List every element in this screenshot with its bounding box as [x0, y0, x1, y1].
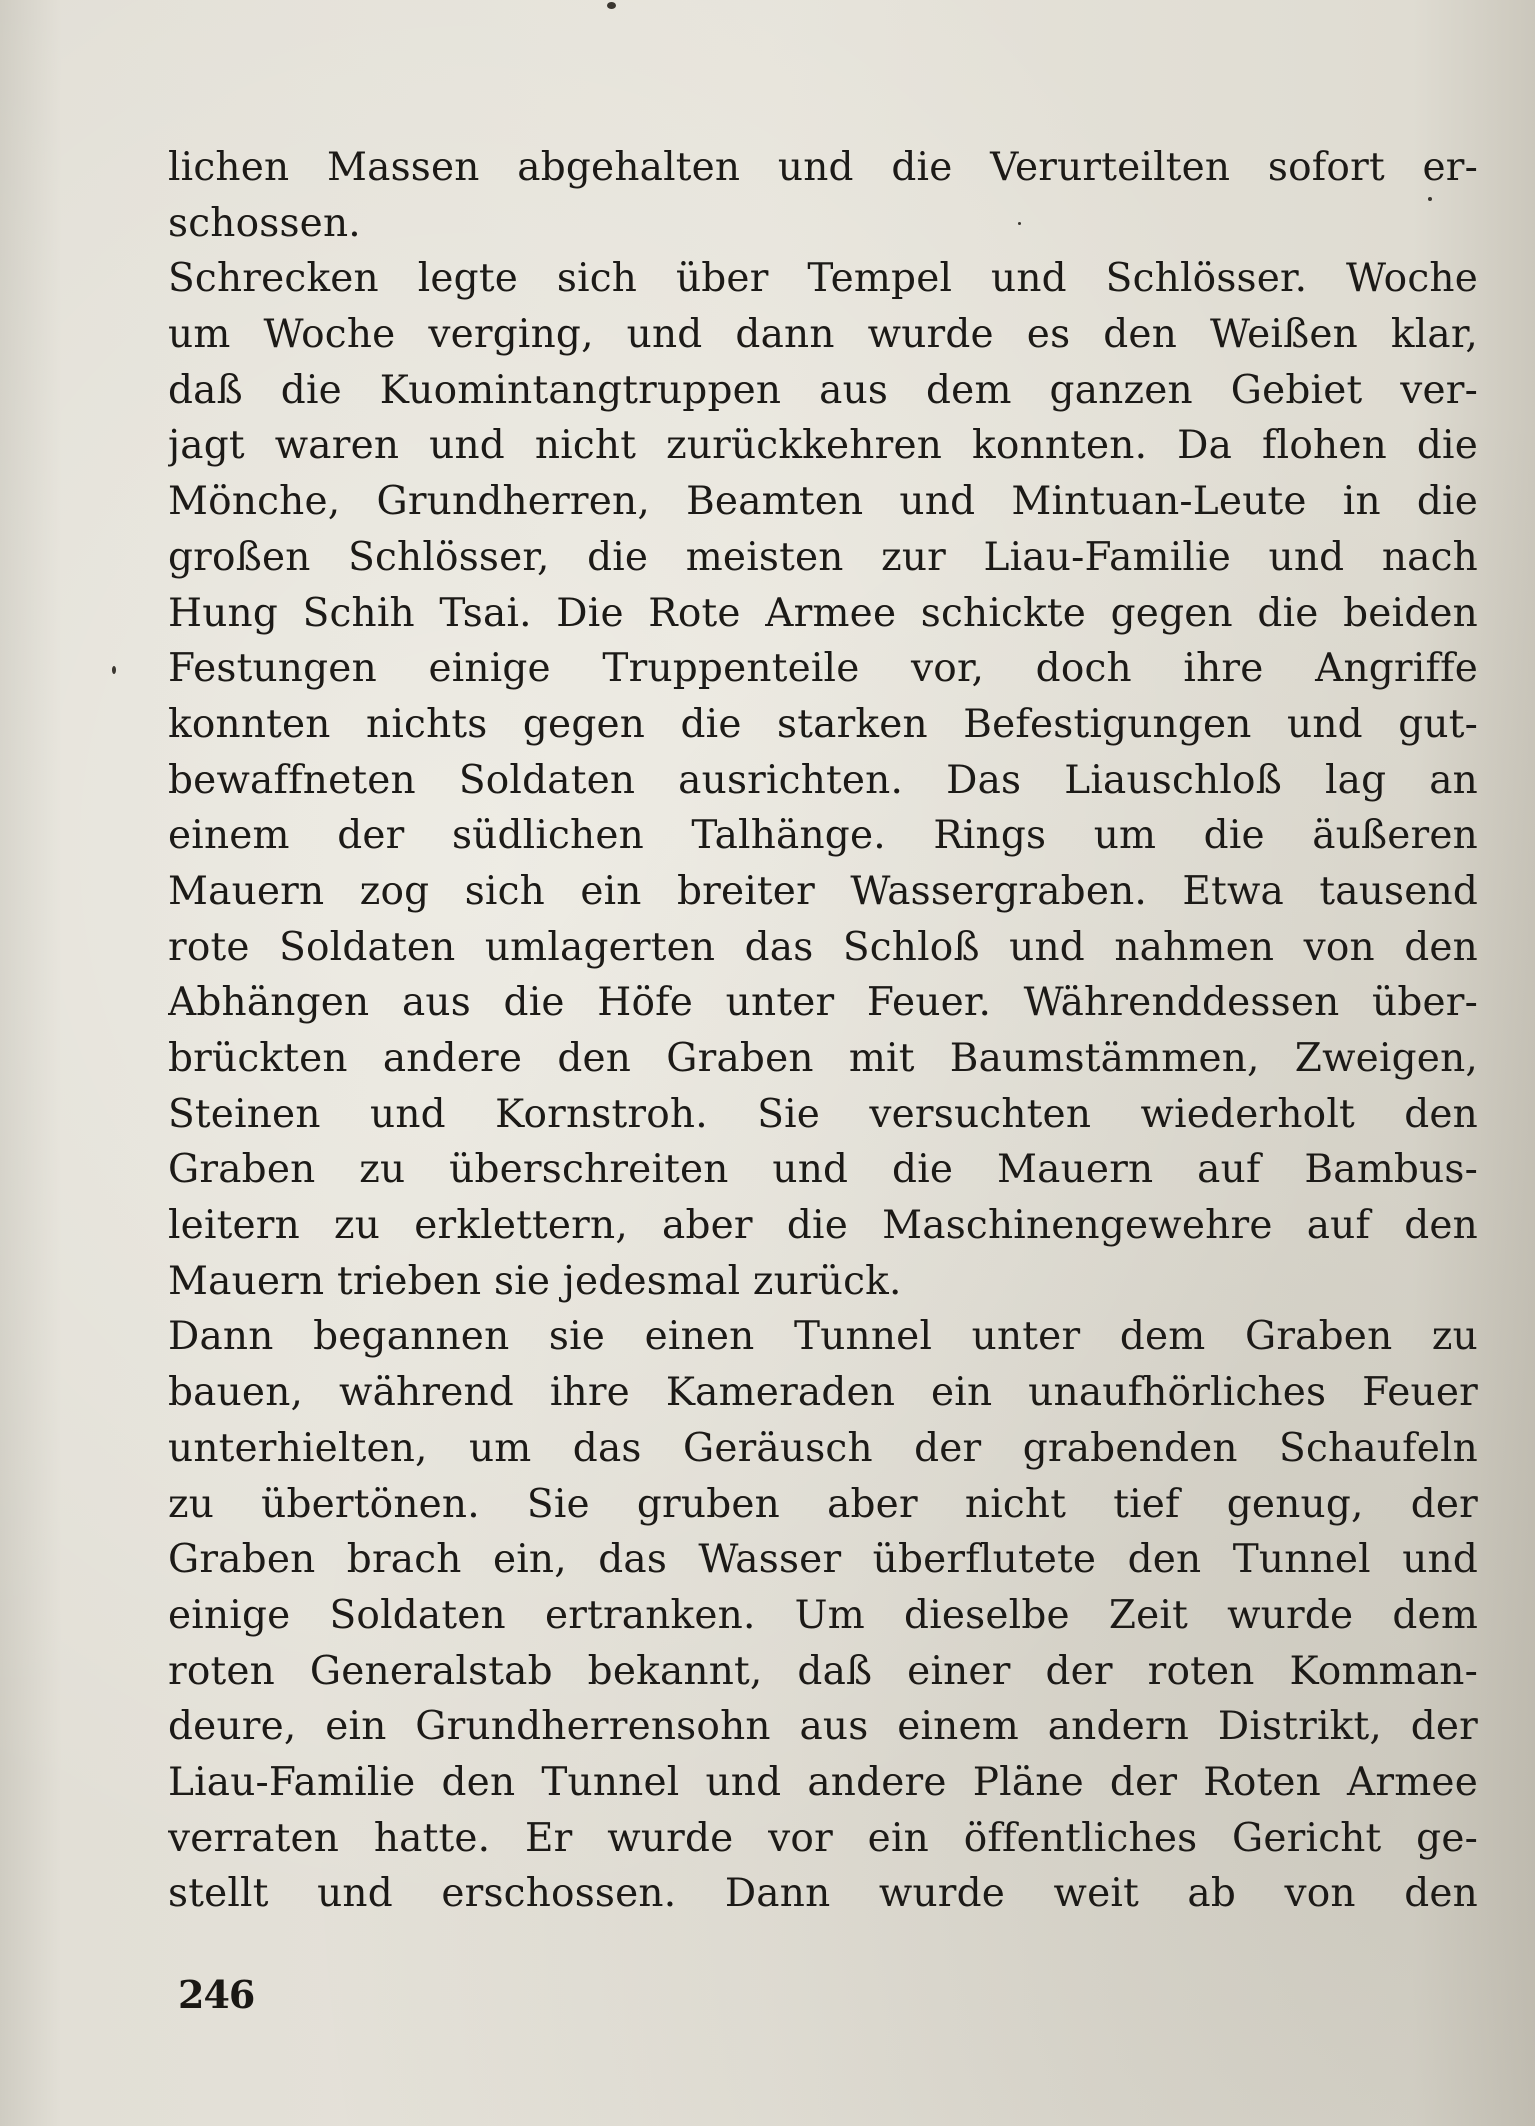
body-text: [168, 140, 1478, 1922]
text-line: zu übertönen. Sie gruben aber nicht tief genug, der: [168, 1481, 1478, 1527]
text-line: leitern zu erklettern, aber die Maschinengewehre auf den: [168, 1203, 1478, 1249]
text-line: Graben zu überschreiten und die Mauern auf Bambus-: [168, 1147, 1478, 1193]
text-line: unterhielten, um das Geräusch der grabenden Schaufeln: [168, 1425, 1478, 1471]
text-line: Schrecken legte sich über Tempel und Schlösser. Woche: [168, 256, 1478, 302]
text-line: stellt und erschossen. Dann wurde weit ab von den: [168, 1871, 1478, 1917]
text-line: Mauern zog sich ein breiter Wassergraben. Etwa tausend: [168, 868, 1478, 914]
text-line: Dann begannen sie einen Tunnel unter dem Graben zu: [168, 1314, 1478, 1360]
text-line: brückten andere den Graben mit Baumstämmen, Zweigen,: [168, 1036, 1478, 1081]
ink-speck: [607, 2, 616, 9]
text-line: schossen.: [168, 200, 361, 246]
text-line: Mönche, Grundherren, Beamten und Mintuan-Leute in die: [168, 479, 1478, 525]
page-number: 246: [178, 1972, 255, 2017]
text-line: rote Soldaten umlagerten das Schloß und nahmen von den: [168, 924, 1478, 970]
text-line: Liau-Familie den Tunnel und andere Pläne der Roten Armee: [168, 1759, 1478, 1805]
text-line: bewaffneten Soldaten ausrichten. Das Liauschloß lag an: [168, 757, 1478, 803]
text-line: Mauern trieben sie jedesmal zurück.: [168, 1258, 902, 1304]
ink-speck: [112, 666, 116, 674]
ink-speck: [1428, 197, 1432, 201]
text-line: einem der südlichen Talhänge. Rings um die äußeren: [168, 813, 1478, 859]
text-line: Abhängen aus die Höfe unter Feuer. Währenddessen über-: [168, 980, 1478, 1026]
text-line: Steinen und Kornstroh. Sie versuchten wiederholt den: [168, 1091, 1478, 1137]
text-line: roten Generalstab bekannt, daß einer der roten Komman-: [168, 1648, 1478, 1694]
text-line: einige Soldaten ertranken. Um dieselbe Zeit wurde dem: [168, 1592, 1478, 1638]
text-line: bauen, während ihre Kameraden ein unaufhörliches Feuer: [168, 1370, 1478, 1416]
ink-speck: [1018, 222, 1021, 225]
text-line: Hung Schih Tsai. Die Rote Armee schickte gegen die beiden: [168, 590, 1478, 636]
text-line: konnten nichts gegen die starken Befestigungen und gut-: [168, 701, 1478, 747]
text-line: jagt waren und nicht zurückkehren konnten. Da flohen die: [168, 423, 1478, 469]
text-line: deure, ein Grundherrensohn aus einem andern Distrikt, der: [168, 1704, 1478, 1750]
text-line: lichen Massen abgehalten und die Verurteilten sofort er-: [168, 145, 1478, 190]
text-line: daß die Kuomintangtruppen aus dem ganzen Gebiet ver-: [168, 367, 1478, 413]
text-line: verraten hatte. Er wurde vor ein öffentliches Gericht ge-: [168, 1815, 1478, 1861]
text-line: Graben brach ein, das Wasser überflutete den Tunnel und: [168, 1537, 1478, 1583]
text-line: Festungen einige Truppenteile vor, doch ihre Angriffe: [168, 646, 1478, 692]
text-line: großen Schlösser, die meisten zur Liau-Familie und nach: [168, 534, 1478, 580]
text-line: um Woche verging, und dann wurde es den Weißen klar,: [168, 312, 1478, 358]
